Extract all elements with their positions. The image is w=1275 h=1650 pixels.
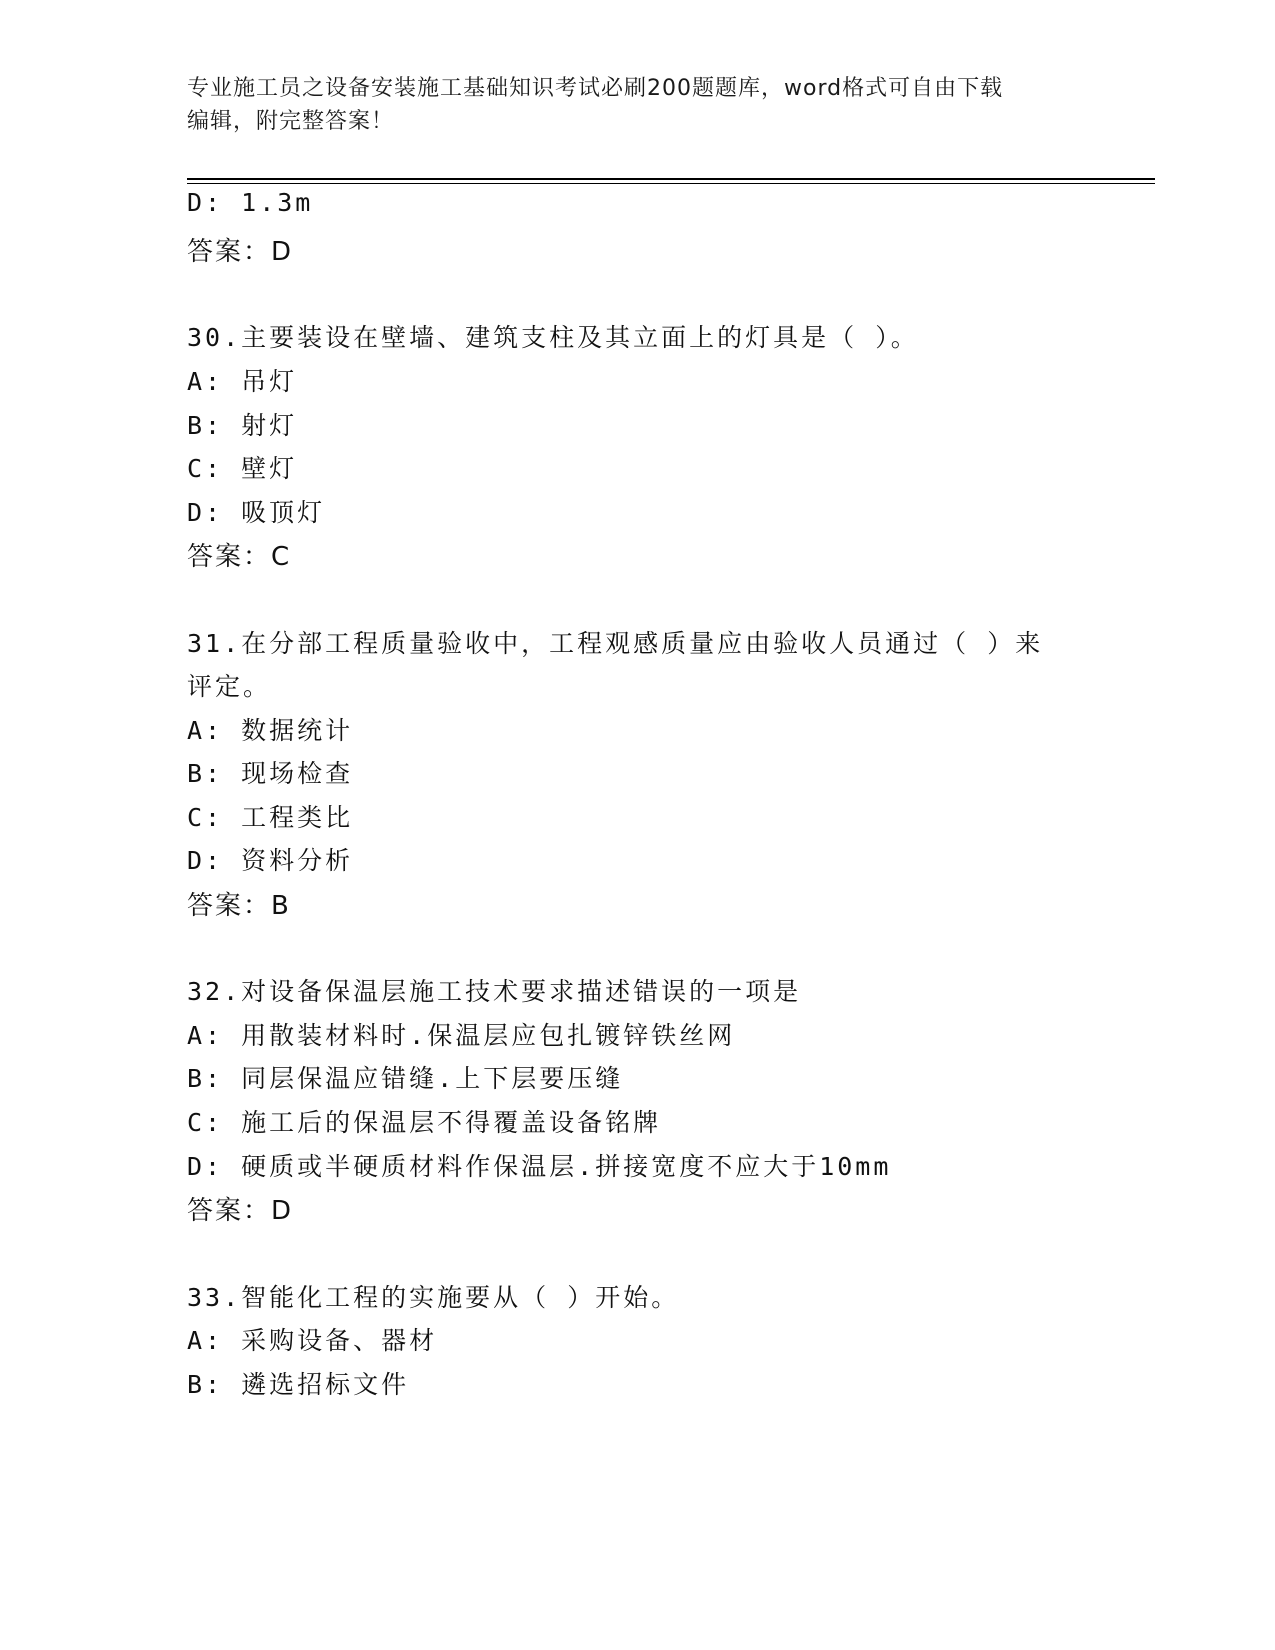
q32-option-d: D: 硬质或半硬质材料作保温层.拼接宽度不应大于10mm bbox=[187, 1152, 892, 1181]
q29-answer: 答案：D bbox=[187, 237, 294, 267]
q31-option-b: B: 现场检查 bbox=[187, 759, 354, 788]
q33-option-a: A: 采购设备、器材 bbox=[187, 1326, 438, 1355]
q30-stem: 30.主要装设在壁墙、建筑支柱及其立面上的灯具是（ ）。 bbox=[187, 323, 919, 352]
document-header bbox=[187, 72, 1087, 138]
q31-stem-line-2: 评定。 bbox=[187, 672, 272, 701]
q31-option-d: D: 资料分析 bbox=[187, 846, 354, 875]
q30-option-a: A: 吊灯 bbox=[187, 367, 298, 396]
header-title-line-1: 专业施工员之设备安装施工基础知识考试必刷200题题库，word格式可自由下载 bbox=[187, 76, 1004, 101]
q32-option-a: A: 用散装材料时.保温层应包扎镀锌铁丝网 bbox=[187, 1021, 736, 1050]
q32-answer: 答案：D bbox=[187, 1196, 294, 1226]
header-divider-thin bbox=[187, 183, 1155, 184]
q31-option-a: A: 数据统计 bbox=[187, 716, 354, 745]
q30-option-c: C: 壁灯 bbox=[187, 454, 298, 483]
q31-option-c: C: 工程类比 bbox=[187, 803, 354, 832]
header-title-line-2: 编辑，附完整答案！ bbox=[187, 109, 395, 134]
q32-stem: 32.对设备保温层施工技术要求描述错误的一项是 bbox=[187, 977, 802, 1006]
q29-option-d: D: 1.3m bbox=[187, 188, 314, 217]
q32-option-b: B: 同层保温应错缝.上下层要压缝 bbox=[187, 1064, 624, 1093]
header-divider-thick bbox=[187, 178, 1155, 180]
q31-answer: 答案：B bbox=[187, 891, 291, 921]
q33-stem: 33.智能化工程的实施要从（ ）开始。 bbox=[187, 1283, 680, 1312]
q30-option-d: D: 吸顶灯 bbox=[187, 498, 326, 527]
q30-option-b: B: 射灯 bbox=[187, 411, 298, 440]
q30-answer: 答案：C bbox=[187, 542, 292, 572]
q31-stem-line-1: 31.在分部工程质量验收中，工程观感质量应由验收人员通过（ ）来 bbox=[187, 629, 1044, 658]
q32-option-c: C: 施工后的保温层不得覆盖设备铭牌 bbox=[187, 1108, 662, 1137]
q33-option-b: B: 遴选招标文件 bbox=[187, 1370, 410, 1399]
